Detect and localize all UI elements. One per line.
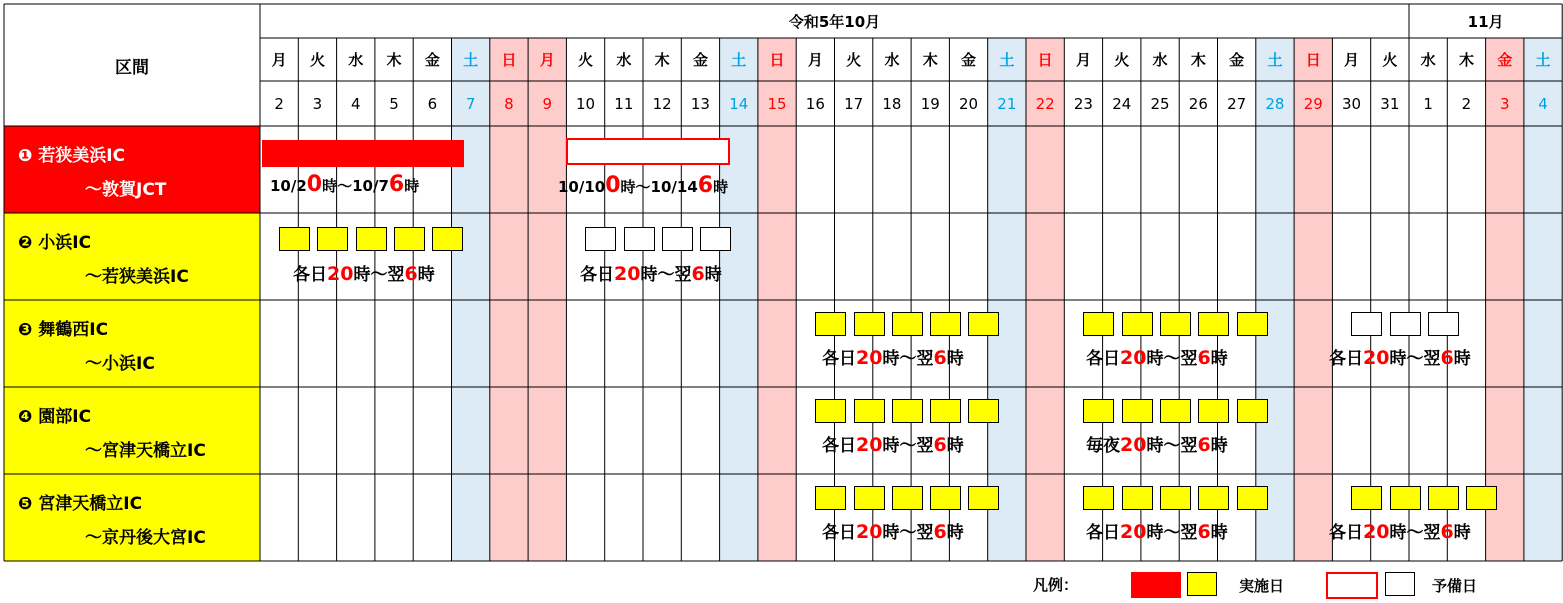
weekday-label: 土 [999,51,1015,69]
work-day-marker [1466,486,1497,510]
work-day-marker [1083,486,1114,510]
weekday-label: 月 [807,51,823,69]
work-day-marker [356,227,387,251]
month-header-november: 11月 [1467,12,1504,31]
work-day-marker [432,227,463,251]
weekday-label: 土 [463,51,479,69]
date-label: 25 [1150,94,1170,113]
weekday-label: 月 [1075,51,1091,69]
work-day-marker [815,399,846,423]
work-day-marker [1237,486,1268,510]
weekday-label: 水 [884,51,900,69]
section-to: ～敦賀JCT [85,180,167,200]
weekday-label: 土 [731,51,747,69]
date-label: 3 [1499,94,1510,113]
date-label: 15 [767,94,787,113]
section-column-header: 区間 [115,57,149,78]
time-window-label: 10/20時～10/76時 [270,172,420,197]
date-label: 26 [1188,94,1208,113]
weekday-label: 金 [424,51,440,69]
work-day-marker [394,227,425,251]
date-label: 3 [312,94,323,113]
date-label: 22 [1035,94,1055,113]
weekday-label: 月 [1344,51,1360,69]
section-from: ❷ 小浜IC [18,233,92,253]
weekday-label: 木 [1190,51,1206,69]
time-window-label: 10/100時～10/146時 [558,173,729,198]
date-label: 31 [1380,94,1400,113]
date-label: 29 [1303,94,1323,113]
work-day-marker [854,312,885,336]
date-label: 1 [1423,94,1433,113]
section-from: ❺ 宮津天橋立IC [18,494,143,514]
work-day-marker [1122,312,1153,336]
date-label: 13 [690,94,710,113]
date-label: 19 [920,94,940,113]
time-window-label: 各日20時～翌6時 [822,347,964,369]
section-to: ～京丹後大宮IC [85,528,206,548]
weekday-label: 水 [1152,51,1168,69]
weekday-label: 木 [654,51,670,69]
date-label: 30 [1341,94,1362,113]
weekday-label: 金 [692,51,708,69]
work-day-marker [1198,399,1229,423]
time-window-label: 各日20時～翌6時 [822,521,964,543]
work-day-marker [968,486,999,510]
weekday-label: 木 [1458,51,1474,69]
work-day-marker [854,486,885,510]
date-label: 27 [1227,94,1247,113]
legend-work-box-swatch [1187,572,1217,596]
work-day-marker [1160,312,1191,336]
reserve-day-marker [700,227,731,251]
date-label: 12 [652,94,672,113]
time-window-label: 各日20時～翌6時 [1329,521,1471,543]
weekday-label: 金 [1497,51,1513,69]
weekday-label: 日 [769,51,785,69]
date-label: 4 [1538,94,1548,113]
date-label: 7 [465,94,476,113]
reserve-day-marker [624,227,655,251]
date-label: 14 [729,94,749,113]
time-window-label: 各日20時～翌6時 [822,434,964,456]
work-day-marker [892,486,923,510]
date-label: 24 [1112,94,1132,113]
weekday-label: 土 [1535,51,1551,69]
work-day-marker [854,399,885,423]
legend-reserve-label: 予備日 [1432,577,1478,595]
weekday-label: 水 [616,51,632,69]
work-day-marker [930,312,961,336]
work-day-marker [815,486,846,510]
section-to: ～若狭美浜IC [85,267,189,287]
date-label: 5 [389,94,399,113]
reserve-day-marker [585,227,616,251]
weekday-label: 木 [386,51,402,69]
work-day-marker [815,312,846,336]
month-header-october: 令和5年10月 [788,12,881,31]
reserve-day-marker [1428,312,1459,336]
time-window-label: 各日20時～翌6時 [1086,347,1228,369]
date-label: 6 [427,94,438,113]
time-window-label: 毎夜20時～翌6時 [1086,434,1228,456]
weekday-label: 月 [271,51,287,69]
work-day-marker [892,312,923,336]
date-label: 11 [614,94,634,113]
weekday-label: 金 [1229,51,1245,69]
date-label: 10 [575,94,596,113]
date-label: 4 [350,94,361,113]
work-day-marker [930,399,961,423]
work-day-marker [930,486,961,510]
work-day-marker [968,399,999,423]
section-from: ❸ 舞鶴西IC [18,320,109,340]
weekday-label: 日 [501,51,517,69]
weekday-label: 木 [922,51,938,69]
work-day-marker [892,399,923,423]
work-day-marker [1122,399,1153,423]
weekday-label: 火 [1114,51,1130,69]
time-window-label: 各日20時～翌6時 [1329,347,1471,369]
legend-reserve-box-swatch [1385,572,1415,596]
weekday-label: 火 [1382,51,1398,69]
work-day-marker [317,227,348,251]
reserve-period-bar [566,138,730,165]
weekday-label: 水 [348,51,364,69]
weekday-label: 月 [539,51,555,69]
work-period-bar [262,140,464,167]
date-label: 2 [274,94,284,113]
work-day-marker [1160,486,1191,510]
date-label: 17 [844,94,864,113]
date-label: 8 [504,94,514,113]
work-day-marker [1237,399,1268,423]
reserve-day-marker [1390,312,1421,336]
weekday-label: 日 [1305,51,1321,69]
legend-reserve-bar-swatch [1326,572,1378,599]
date-label: 18 [882,94,902,113]
date-label: 2 [1461,94,1472,113]
legend-work-bar-swatch [1131,572,1181,598]
work-day-marker [1390,486,1421,510]
work-day-marker [1160,399,1191,423]
work-day-marker [1198,312,1229,336]
section-from: ❶ 若狭美浜IC [18,146,126,166]
work-day-marker [1083,312,1114,336]
work-day-marker [1198,486,1229,510]
date-label: 21 [997,94,1017,113]
date-label: 28 [1265,94,1285,113]
work-day-marker [1083,399,1114,423]
weekday-label: 火 [309,51,325,69]
section-to: ～小浜IC [85,354,155,374]
date-label: 23 [1073,94,1093,113]
date-label: 20 [958,94,979,113]
time-window-label: 各日20時～翌6時 [293,263,435,285]
work-day-marker [1351,486,1382,510]
work-day-marker [1428,486,1459,510]
weekday-label: 日 [1037,51,1053,69]
weekday-label: 金 [961,51,977,69]
date-label: 16 [805,94,825,113]
time-window-label: 各日20時～翌6時 [580,263,722,285]
reserve-day-marker [1351,312,1382,336]
time-window-label: 各日20時～翌6時 [1086,521,1228,543]
weekday-label: 水 [1420,51,1436,69]
work-day-marker [1122,486,1153,510]
legend-impl-label: 実施日 [1239,577,1285,595]
weekday-label: 土 [1267,51,1283,69]
work-day-marker [1237,312,1268,336]
date-label: 9 [542,94,553,113]
section-to: ～宮津天橋立IC [85,441,206,461]
reserve-day-marker [662,227,693,251]
legend-label: 凡例： [1033,576,1079,594]
work-day-marker [968,312,999,336]
work-day-marker [279,227,310,251]
weekday-label: 火 [846,51,862,69]
section-from: ❹ 園部IC [18,407,92,427]
weekday-label: 火 [578,51,594,69]
